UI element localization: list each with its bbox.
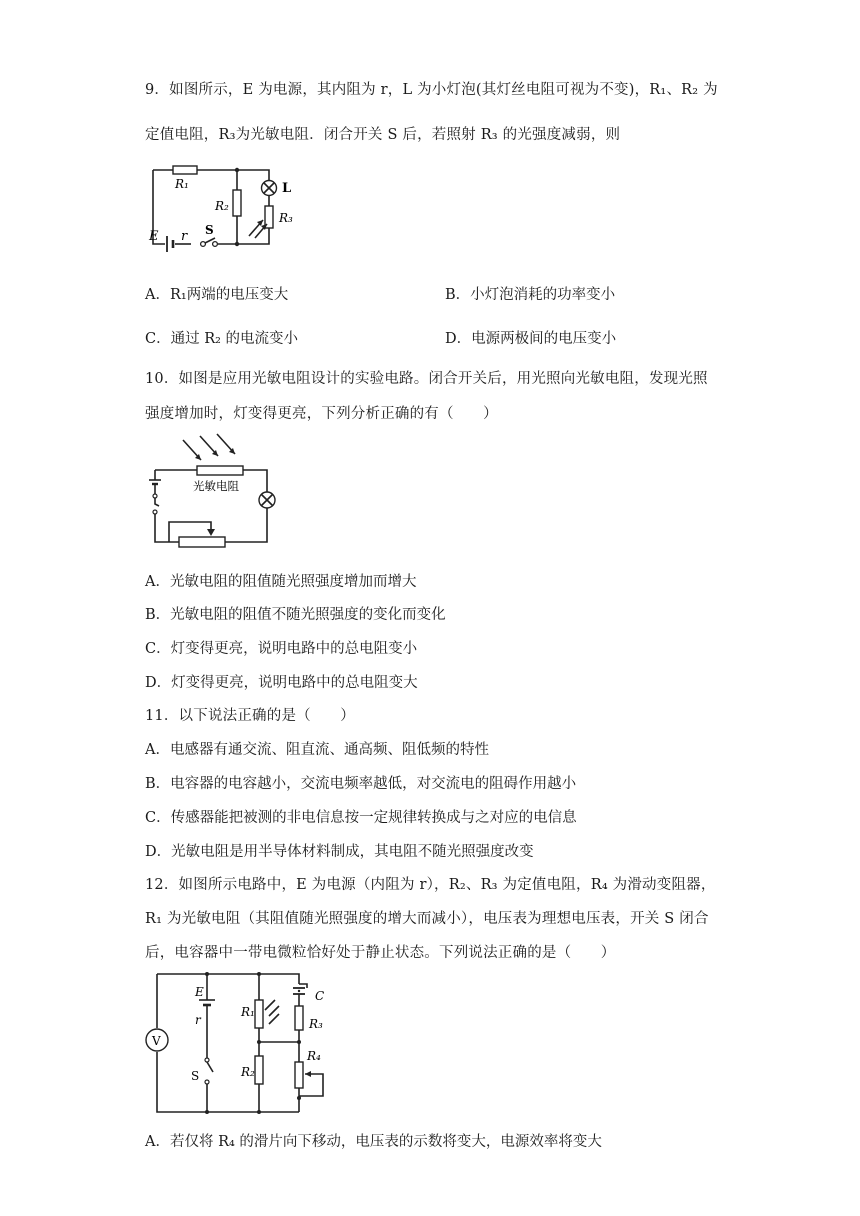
label-r: r xyxy=(181,229,188,244)
q11-option-b: B．电容器的电容越小，交流电频率越低，对交流电的阻碍作用越小 xyxy=(145,776,577,792)
q10-circuit-figure xyxy=(145,432,280,552)
q10-option-a: A．光敏电阻的阻值随光照强度增加而增大 xyxy=(145,574,417,590)
q10-option-c: C．灯变得更亮，说明电路中的总电阻变小 xyxy=(145,641,418,657)
q11-option-c: C．传感器能把被测的非电信息按一定规律转换成与之对应的电信息 xyxy=(145,810,577,826)
label-S: S xyxy=(205,223,214,237)
q12-stem-line1: 12．如图所示电路中，E 为电源（内阻为 r），R₂、R₃ 为定值电阻，R₄ 为滑动变阻器， xyxy=(145,877,716,893)
q9-stem-line2: 定值电阻，R₃为光敏电阻．闭合开关 S 后，若照射 R₃ 的光强度减弱，则 xyxy=(145,127,621,143)
q11-option-d: D．光敏电阻是用半导体材料制成，其电阻不随光照强度改变 xyxy=(145,844,534,860)
q9-stem-line1: 9．如图所示，E 为电源，其内阻为 r，L 为小灯泡(其灯丝电阻可视为不变)，R₁、R₂ 为 xyxy=(145,82,718,98)
q12-circuit-figure xyxy=(143,970,343,1118)
label-R4: R₄ xyxy=(307,1049,321,1063)
q12-stem-line3: 后，电容器中一带电微粒恰好处于静止状态。下列说法正确的是（ ） xyxy=(145,945,616,961)
q11-option-a: A．电感器有通交流、阻直流、通高频、阻低频的特性 xyxy=(145,742,489,758)
label-R2-12: R₂ xyxy=(241,1065,255,1079)
q10-stem-line2: 强度增加时，灯变得更亮，下列分析正确的有（ ） xyxy=(145,406,498,422)
q9-option-c: C．通过 R₂ 的电流变小 xyxy=(145,331,299,347)
q12-option-a: A．若仅将 R₄ 的滑片向下移动，电压表的示数将变大，电源效率将变大 xyxy=(145,1134,602,1150)
q10-option-b: B．光敏电阻的阻值不随光照强度的变化而变化 xyxy=(145,607,446,623)
q10-stem-line1: 10．如图是应用光敏电阻设计的实验电路。闭合开关后，用光照向光敏电阻，发现光照 xyxy=(145,371,708,387)
label-C: C xyxy=(315,989,325,1003)
label-E12: E xyxy=(195,985,204,999)
label-photoresistor: 光敏电阻 xyxy=(193,479,239,493)
label-R3: R₃ xyxy=(279,211,293,225)
q12-stem-line2: R₁ 为光敏电阻（其阻值随光照强度的增大而减小），电压表为理想电压表，开关 S 闭合 xyxy=(145,911,709,927)
q9-circuit-figure xyxy=(145,160,305,255)
label-R3-12: R₃ xyxy=(309,1017,323,1031)
label-R1-12: R₁ xyxy=(241,1005,255,1019)
q11-stem: 11．以下说法正确的是（ ） xyxy=(145,708,355,724)
label-E: E xyxy=(149,229,159,244)
q10-option-d: D．灯变得更亮，说明电路中的总电阻变大 xyxy=(145,675,418,691)
label-r12: r xyxy=(195,1013,201,1027)
q9-option-b: B．小灯泡消耗的功率变小 xyxy=(445,287,616,303)
label-R1: R₁ xyxy=(175,177,189,191)
label-R2: R₂ xyxy=(215,199,229,213)
label-S12: S xyxy=(191,1069,200,1083)
label-L: L xyxy=(282,181,292,196)
q9-option-d: D．电源两极间的电压变小 xyxy=(445,331,617,347)
q9-option-a: A．R₁两端的电压变大 xyxy=(145,287,289,303)
label-V: V xyxy=(152,1034,161,1048)
